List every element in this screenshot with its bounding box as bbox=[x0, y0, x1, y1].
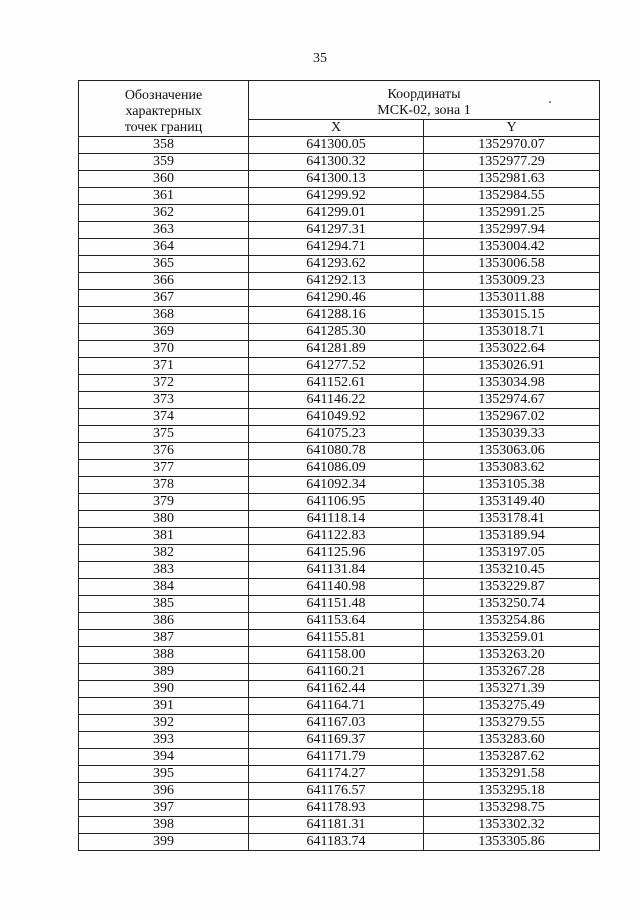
point-number-cell: 394 bbox=[79, 749, 249, 766]
x-coordinate-cell: 641049.92 bbox=[249, 409, 424, 426]
designation-header bbox=[79, 81, 249, 137]
table-row bbox=[79, 613, 600, 630]
x-coordinate-cell: 641181.31 bbox=[249, 817, 424, 834]
point-number-cell: 381 bbox=[79, 528, 249, 545]
point-number-cell: 365 bbox=[79, 256, 249, 273]
x-coordinate-cell: 641171.79 bbox=[249, 749, 424, 766]
x-coordinate-cell: 641080.78 bbox=[249, 443, 424, 460]
point-number-cell: 366 bbox=[79, 273, 249, 290]
point-number-cell: 399 bbox=[79, 834, 249, 851]
coordinate-system: МСК-02, зона 1 bbox=[377, 103, 471, 118]
table-row bbox=[79, 817, 600, 834]
table-row bbox=[79, 630, 600, 647]
x-coordinate-cell: 641183.74 bbox=[249, 834, 424, 851]
x-coordinate-cell: 641169.37 bbox=[249, 732, 424, 749]
table-row bbox=[79, 664, 600, 681]
table-row bbox=[79, 341, 600, 358]
point-number-cell: 367 bbox=[79, 290, 249, 307]
x-coordinate-cell: 641178.93 bbox=[249, 800, 424, 817]
table-row bbox=[79, 766, 600, 783]
point-number-cell: 391 bbox=[79, 698, 249, 715]
x-coordinate-cell: 641277.52 bbox=[249, 358, 424, 375]
point-number-cell: 362 bbox=[79, 205, 249, 222]
point-number-cell: 369 bbox=[79, 324, 249, 341]
table-row bbox=[79, 732, 600, 749]
y-coordinate-cell: 1352997.94 bbox=[424, 222, 600, 239]
point-number-cell: 378 bbox=[79, 477, 249, 494]
designation-header-line: характерных bbox=[125, 104, 202, 119]
y-coordinate-cell: 1353275.49 bbox=[424, 698, 600, 715]
x-coordinate-cell: 641174.27 bbox=[249, 766, 424, 783]
y-coordinate-cell: 1353083.62 bbox=[424, 460, 600, 477]
table-row bbox=[79, 647, 600, 664]
x-coordinate-cell: 641106.95 bbox=[249, 494, 424, 511]
table-row bbox=[79, 222, 600, 239]
table-row bbox=[79, 800, 600, 817]
table-row bbox=[79, 562, 600, 579]
x-coordinate-cell: 641300.32 bbox=[249, 154, 424, 171]
y-coordinate-cell: 1353283.60 bbox=[424, 732, 600, 749]
x-coordinate-cell: 641092.34 bbox=[249, 477, 424, 494]
x-coordinate-cell: 641155.81 bbox=[249, 630, 424, 647]
table-row bbox=[79, 511, 600, 528]
y-coordinate-cell: 1352981.63 bbox=[424, 171, 600, 188]
point-number-cell: 373 bbox=[79, 392, 249, 409]
x-coordinate-cell: 641299.92 bbox=[249, 188, 424, 205]
coordinates-table bbox=[78, 80, 600, 851]
x-coordinate-cell: 641292.13 bbox=[249, 273, 424, 290]
table-row bbox=[79, 273, 600, 290]
point-number-cell: 374 bbox=[79, 409, 249, 426]
point-number-cell: 359 bbox=[79, 154, 249, 171]
point-number-cell: 368 bbox=[79, 307, 249, 324]
table-row bbox=[79, 154, 600, 171]
table-row bbox=[79, 171, 600, 188]
y-coordinate-cell: 1353039.33 bbox=[424, 426, 600, 443]
point-number-cell: 392 bbox=[79, 715, 249, 732]
y-coordinate-cell: 1353015.15 bbox=[424, 307, 600, 324]
y-coordinate-cell: 1353267.28 bbox=[424, 664, 600, 681]
y-coordinate-cell: 1353250.74 bbox=[424, 596, 600, 613]
table-row bbox=[79, 783, 600, 800]
point-number-cell: 384 bbox=[79, 579, 249, 596]
table-row bbox=[79, 205, 600, 222]
x-coordinate-cell: 641140.98 bbox=[249, 579, 424, 596]
table-row bbox=[79, 188, 600, 205]
y-coordinate-cell: 1353254.86 bbox=[424, 613, 600, 630]
y-coordinate-cell: 1352970.07 bbox=[424, 137, 600, 154]
point-number-cell: 385 bbox=[79, 596, 249, 613]
x-coordinate-cell: 641297.31 bbox=[249, 222, 424, 239]
y-coordinate-cell: 1353063.06 bbox=[424, 443, 600, 460]
table-row bbox=[79, 426, 600, 443]
y-coordinate-cell: 1353210.45 bbox=[424, 562, 600, 579]
y-coordinate-cell: 1353004.42 bbox=[424, 239, 600, 256]
y-coordinate-cell: 1353279.55 bbox=[424, 715, 600, 732]
x-coordinate-cell: 641167.03 bbox=[249, 715, 424, 732]
point-number-cell: 360 bbox=[79, 171, 249, 188]
y-coordinate-cell: 1353034.98 bbox=[424, 375, 600, 392]
x-coordinate-cell: 641122.83 bbox=[249, 528, 424, 545]
point-number-cell: 364 bbox=[79, 239, 249, 256]
y-coordinate-cell: 1353298.75 bbox=[424, 800, 600, 817]
table-row bbox=[79, 358, 600, 375]
designation-header-line: точек границ bbox=[124, 120, 203, 135]
x-coordinate-cell: 641151.48 bbox=[249, 596, 424, 613]
y-coordinate-cell: 1353305.86 bbox=[424, 834, 600, 851]
table-row bbox=[79, 698, 600, 715]
point-number-cell: 387 bbox=[79, 630, 249, 647]
y-coordinate-cell: 1353259.01 bbox=[424, 630, 600, 647]
point-number-cell: 396 bbox=[79, 783, 249, 800]
table-row bbox=[79, 528, 600, 545]
table-row bbox=[79, 137, 600, 154]
y-coordinate-cell: 1353189.94 bbox=[424, 528, 600, 545]
designation-header-line: Обозначение bbox=[124, 88, 203, 103]
x-coordinate-cell: 641158.00 bbox=[249, 647, 424, 664]
y-coordinate-cell: 1353105.38 bbox=[424, 477, 600, 494]
point-number-cell: 358 bbox=[79, 137, 249, 154]
point-number-cell: 361 bbox=[79, 188, 249, 205]
x-coordinate-cell: 641118.14 bbox=[249, 511, 424, 528]
table-body bbox=[79, 137, 600, 851]
table-row bbox=[79, 749, 600, 766]
point-number-cell: 370 bbox=[79, 341, 249, 358]
y-coordinate-cell: 1352967.02 bbox=[424, 409, 600, 426]
y-coordinate-cell: 1353271.39 bbox=[424, 681, 600, 698]
x-coordinate-cell: 641152.61 bbox=[249, 375, 424, 392]
table-row bbox=[79, 596, 600, 613]
y-coordinate-cell: 1352991.25 bbox=[424, 205, 600, 222]
point-number-cell: 398 bbox=[79, 817, 249, 834]
point-number-cell: 371 bbox=[79, 358, 249, 375]
y-column-header: Y bbox=[424, 120, 600, 137]
x-column-header: X bbox=[249, 120, 424, 137]
y-coordinate-cell: 1353178.41 bbox=[424, 511, 600, 528]
x-coordinate-cell: 641294.71 bbox=[249, 239, 424, 256]
x-coordinate-cell: 641146.22 bbox=[249, 392, 424, 409]
point-number-cell: 363 bbox=[79, 222, 249, 239]
table-row bbox=[79, 460, 600, 477]
point-number-cell: 389 bbox=[79, 664, 249, 681]
x-coordinate-cell: 641153.64 bbox=[249, 613, 424, 630]
y-coordinate-cell: 1353009.23 bbox=[424, 273, 600, 290]
point-number-cell: 397 bbox=[79, 800, 249, 817]
y-coordinate-cell: 1353291.58 bbox=[424, 766, 600, 783]
x-coordinate-cell: 641300.05 bbox=[249, 137, 424, 154]
table-row bbox=[79, 477, 600, 494]
y-coordinate-cell: 1353018.71 bbox=[424, 324, 600, 341]
x-coordinate-cell: 641288.16 bbox=[249, 307, 424, 324]
x-coordinate-cell: 641293.62 bbox=[249, 256, 424, 273]
table-row bbox=[79, 494, 600, 511]
x-coordinate-cell: 641162.44 bbox=[249, 681, 424, 698]
y-coordinate-cell: 1353006.58 bbox=[424, 256, 600, 273]
table-row bbox=[79, 681, 600, 698]
x-coordinate-cell: 641125.96 bbox=[249, 545, 424, 562]
x-coordinate-cell: 641300.13 bbox=[249, 171, 424, 188]
point-number-cell: 379 bbox=[79, 494, 249, 511]
y-coordinate-cell: 1353302.32 bbox=[424, 817, 600, 834]
y-coordinate-cell: 1353022.64 bbox=[424, 341, 600, 358]
x-coordinate-cell: 641086.09 bbox=[249, 460, 424, 477]
table-row bbox=[79, 324, 600, 341]
y-coordinate-cell: 1353287.62 bbox=[424, 749, 600, 766]
x-coordinate-cell: 641176.57 bbox=[249, 783, 424, 800]
table-row bbox=[79, 307, 600, 324]
coordinates-title: Координаты bbox=[387, 87, 461, 102]
y-coordinate-cell: 1353011.88 bbox=[424, 290, 600, 307]
point-number-cell: 393 bbox=[79, 732, 249, 749]
y-coordinate-cell: 1352977.29 bbox=[424, 154, 600, 171]
point-number-cell: 395 bbox=[79, 766, 249, 783]
table-row bbox=[79, 290, 600, 307]
x-coordinate-cell: 641131.84 bbox=[249, 562, 424, 579]
y-coordinate-cell: 1353229.87 bbox=[424, 579, 600, 596]
point-number-cell: 388 bbox=[79, 647, 249, 664]
x-coordinate-cell: 641164.71 bbox=[249, 698, 424, 715]
coordinates-header bbox=[249, 81, 600, 120]
x-coordinate-cell: 641299.01 bbox=[249, 205, 424, 222]
table-row bbox=[79, 443, 600, 460]
table-row bbox=[79, 375, 600, 392]
point-number-cell: 376 bbox=[79, 443, 249, 460]
table-header bbox=[79, 81, 600, 137]
table-row bbox=[79, 579, 600, 596]
x-coordinate-cell: 641075.23 bbox=[249, 426, 424, 443]
point-number-cell: 386 bbox=[79, 613, 249, 630]
point-number-cell: 383 bbox=[79, 562, 249, 579]
page-number: 35 bbox=[313, 51, 327, 66]
table-row bbox=[79, 545, 600, 562]
point-number-cell: 390 bbox=[79, 681, 249, 698]
table-row bbox=[79, 834, 600, 851]
table-row bbox=[79, 256, 600, 273]
y-coordinate-cell: 1353197.05 bbox=[424, 545, 600, 562]
point-number-cell: 380 bbox=[79, 511, 249, 528]
point-number-cell: 377 bbox=[79, 460, 249, 477]
x-coordinate-cell: 641285.30 bbox=[249, 324, 424, 341]
point-number-cell: 382 bbox=[79, 545, 249, 562]
table-row bbox=[79, 409, 600, 426]
y-coordinate-cell: 1353149.40 bbox=[424, 494, 600, 511]
y-coordinate-cell: 1353263.20 bbox=[424, 647, 600, 664]
y-coordinate-cell: 1352974.67 bbox=[424, 392, 600, 409]
table-row bbox=[79, 239, 600, 256]
y-coordinate-cell: 1353295.18 bbox=[424, 783, 600, 800]
table-row bbox=[79, 715, 600, 732]
point-number-cell: 372 bbox=[79, 375, 249, 392]
y-coordinate-cell: 1352984.55 bbox=[424, 188, 600, 205]
table-row bbox=[79, 392, 600, 409]
x-coordinate-cell: 641160.21 bbox=[249, 664, 424, 681]
y-coordinate-cell: 1353026.91 bbox=[424, 358, 600, 375]
x-coordinate-cell: 641290.46 bbox=[249, 290, 424, 307]
point-number-cell: 375 bbox=[79, 426, 249, 443]
x-coordinate-cell: 641281.89 bbox=[249, 341, 424, 358]
